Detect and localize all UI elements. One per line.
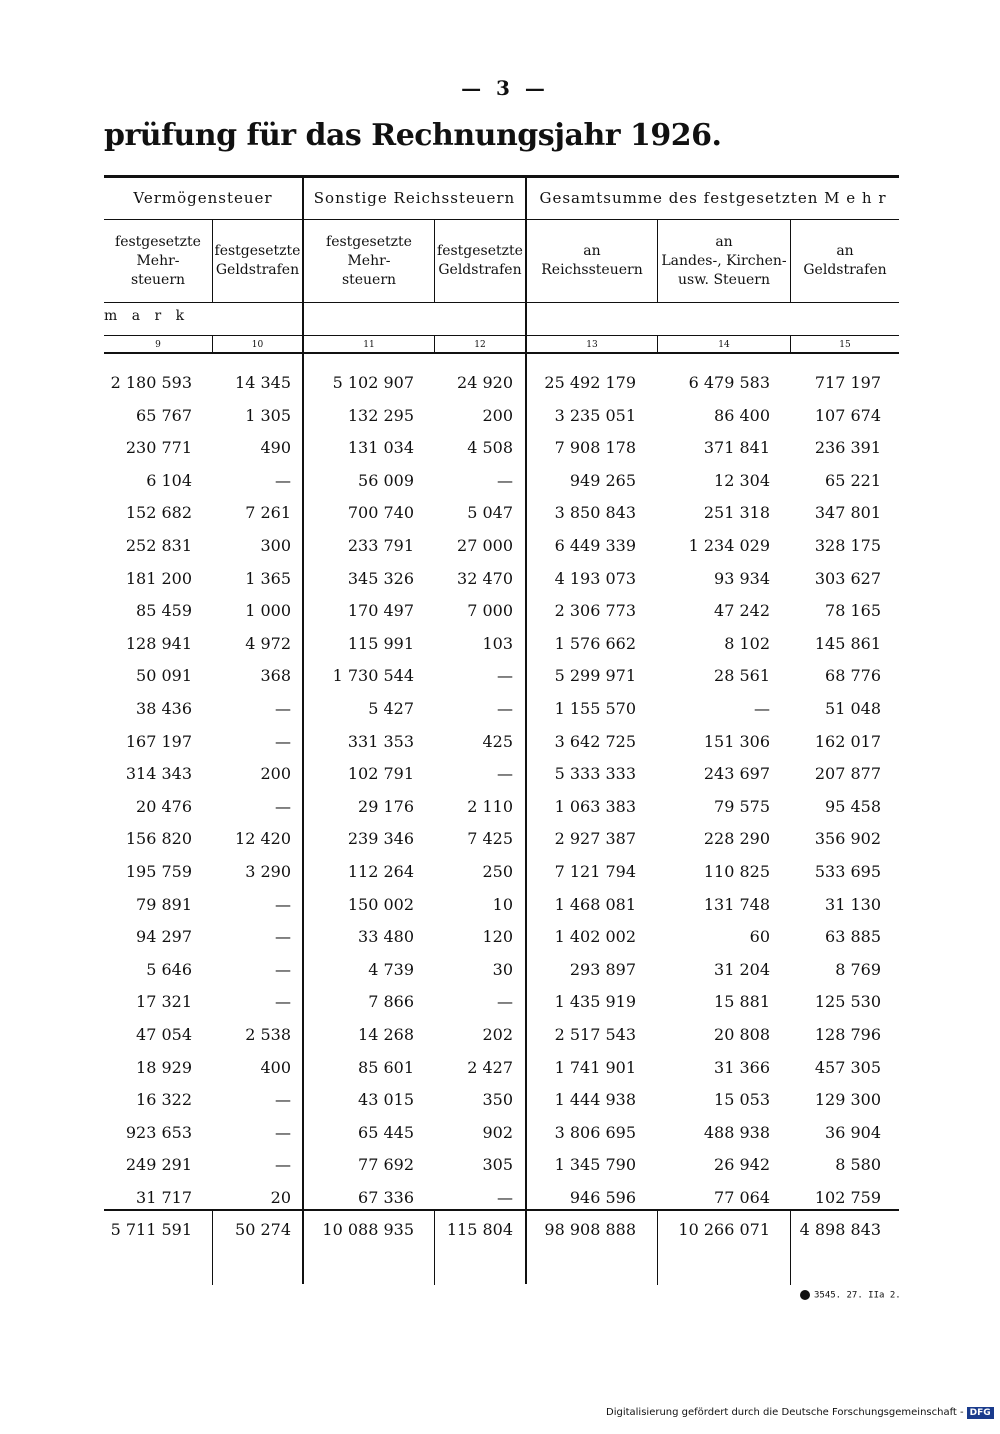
table-row [0,927,1000,959]
table-cell: 128 796 [814,1025,881,1044]
dfg-logo: DFG [967,1407,994,1419]
table-cell: 946 596 [569,1188,636,1207]
table-cell: 67 336 [358,1188,414,1207]
table-row [0,829,1000,861]
table-cell: — [275,796,291,816]
table-cell: 1 365 [245,568,291,588]
table-cell: 1 345 790 [554,1155,636,1175]
column-number: 14 [718,340,730,350]
table-cell: 65 767 [136,405,192,425]
subheader-col-14: an Landes-, Kirchen- usw. Steuern [661,233,787,288]
table-cell: 30 [492,959,513,979]
table-cell: 1 305 [245,405,291,425]
table-cell: 1 444 938 [554,1090,636,1110]
table-cell: 10 266 071 [678,1220,770,1239]
column-number: 13 [586,340,598,350]
table-cell: 132 295 [347,405,414,425]
totals-values [0,1220,1000,1252]
table-cell: 131 748 [703,894,770,914]
table-cell: 15 881 [714,992,770,1012]
table-cell: 20 476 [136,796,192,816]
table-row [0,1188,1000,1220]
table-cell: 200 [260,764,291,784]
table-cell: 167 197 [125,731,192,751]
colnum-bottom-rule [104,352,899,354]
table-cell: 156 820 [125,829,192,849]
table-row [0,732,1000,764]
table-cell: 32 470 [457,568,513,588]
table-cell: 5 646 [146,959,192,979]
table-cell: 4 898 843 [799,1220,881,1239]
table-row [0,1123,1000,1155]
table-cell: 1 155 570 [554,699,636,718]
table-cell: — [497,1188,513,1207]
table-row [0,373,1000,405]
table-cell: 2 538 [245,1025,291,1044]
table-cell: 425 [482,731,513,751]
table-cell: 14 345 [235,373,291,392]
table-cell: 923 653 [125,1122,192,1142]
digitization-credit: Digitalisierung gefördert durch die Deutsche Forschungsgemeinschaft - DFG [606,1407,994,1419]
table-cell: 457 305 [814,1057,881,1077]
group-header-gesamt: Gesamtsumme des festgesetzten M e h r [539,189,887,207]
table-cell: 36 904 [825,1122,881,1142]
table-cell: 2 306 773 [554,601,636,621]
page-number: — 3 — [461,76,549,100]
table-cell: 4 508 [467,438,513,458]
table-cell: — [497,666,513,686]
table-cell: 26 942 [714,1155,770,1175]
subheader-col-15: an Geldstrafen [803,243,887,278]
table-cell: 8 102 [724,633,770,653]
subheader-col-12: festgesetzte Geldstrafen [437,243,523,278]
column-number: 11 [363,340,375,350]
table-cell: 24 920 [457,373,513,392]
table-cell: 16 322 [136,1090,192,1110]
table-cell: 31 130 [825,894,881,914]
table-cell: 3 235 051 [554,405,636,425]
table-cell: 303 627 [814,568,881,588]
table-cell: 1 741 901 [554,1057,636,1077]
unit-label: m a r k [104,308,190,324]
table-cell: 4 739 [368,959,414,979]
table-cell: 152 682 [125,503,192,523]
table-row [0,503,1000,535]
table-cell: 345 326 [347,568,414,588]
group-header-rule [104,219,899,220]
table-cell: 77 064 [714,1188,770,1207]
table-row [0,1155,1000,1187]
table-cell: 86 400 [714,405,770,425]
table-cell: 371 841 [703,438,770,458]
table-cell: 28 561 [714,666,770,686]
table-cell: 68 776 [825,666,881,686]
table-cell: 350 [482,1090,513,1110]
table-cell: 47 242 [714,601,770,621]
table-cell: 7 121 794 [554,862,636,881]
table-cell: — [275,470,291,490]
table-cell: 31 204 [714,959,770,979]
subheader-col-10: festgesetzte Geldstrafen [214,243,301,278]
table-cell: 3 850 843 [554,503,636,523]
table-cell: 368 [260,666,291,686]
table-top-rule [104,175,899,178]
table-cell: 8 580 [835,1155,881,1175]
table-cell: 1 000 [245,601,291,621]
table-row [0,1025,1000,1057]
table-cell: 243 697 [703,764,770,784]
table-cell: 102 759 [814,1188,881,1207]
table-cell: 202 [482,1025,513,1044]
table-row [0,895,1000,927]
table-cell: — [275,992,291,1012]
page-title: prüfung für das Rechnungsjahr 1926. [104,118,722,153]
table-cell: 129 300 [814,1090,881,1110]
table-cell: 98 908 888 [544,1220,636,1239]
table-cell: 56 009 [358,470,414,490]
table-cell: 79 575 [714,796,770,816]
table-cell: 533 695 [814,862,881,881]
table-cell: 236 391 [814,438,881,458]
group-header-vermoegen: Vermögensteuer [133,189,273,207]
table-cell: 150 002 [347,894,414,914]
table-cell: 700 740 [347,503,414,523]
table-cell: 249 291 [125,1155,192,1175]
table-row [0,601,1000,633]
table-cell: — [275,1155,291,1175]
table-cell: 60 [749,927,770,947]
table-cell: 31 366 [714,1057,770,1077]
table-cell: 95 458 [825,796,881,816]
subheader-col-9: festgesetzte Mehr- steuern [115,233,201,288]
table-row [0,666,1000,698]
table-cell: 233 791 [347,536,414,555]
table-cell: 2 427 [467,1057,513,1077]
table-cell: 293 897 [569,959,636,979]
table-row [0,406,1000,438]
table-cell: 3 806 695 [554,1122,636,1142]
table-cell: 6 479 583 [688,373,770,392]
table-cell: 131 034 [347,438,414,458]
table-cell: 200 [482,405,513,425]
table-cell: 5 333 333 [554,764,636,784]
column-number: 9 [155,340,161,350]
table-cell: 115 804 [446,1220,513,1239]
table-cell: 228 290 [703,829,770,849]
table-cell: 10 [492,894,513,914]
table-cell: 14 268 [358,1025,414,1044]
table-cell: 112 264 [347,862,414,881]
table-cell: 1 576 662 [554,633,636,653]
table-cell: 1 468 081 [554,894,636,914]
subheader-col-11: festgesetzte Mehr- steuern [326,233,412,288]
table-cell: 115 991 [347,633,414,653]
table-cell: 50 091 [136,666,192,686]
table-cell: 6 104 [146,470,192,490]
table-cell: 50 274 [235,1220,291,1239]
table-cell: 1 730 544 [332,666,414,686]
table-cell: 314 343 [125,764,192,784]
table-cell: 65 221 [825,470,881,490]
subheader-rule [104,302,899,303]
table-cell: 328 175 [814,536,881,555]
table-row [0,699,1000,731]
table-cell: — [754,699,770,718]
table-cell: 63 885 [825,927,881,947]
table-cell: — [275,1090,291,1110]
table-cell: — [275,894,291,914]
table-cell: 1 402 002 [554,927,636,947]
table-cell: — [497,764,513,784]
table-cell: 77 692 [358,1155,414,1175]
table-row [0,536,1000,568]
table-cell: 20 [270,1188,291,1207]
table-cell: 120 [482,927,513,947]
table-cell: 94 297 [136,927,192,947]
table-cell: 85 459 [136,601,192,621]
table-cell: 7 261 [245,503,291,523]
table-cell: — [497,699,513,718]
table-cell: 151 306 [703,731,770,751]
table-cell: 12 420 [235,829,291,849]
table-cell: 2 517 543 [554,1025,636,1044]
table-cell: 490 [260,438,291,458]
table-cell: 1 063 383 [554,796,636,816]
table-cell: 110 825 [703,862,770,881]
table-row [0,960,1000,992]
table-cell: 8 769 [835,959,881,979]
table-row [0,471,1000,503]
table-cell: 230 771 [125,438,192,458]
table-cell: 38 436 [136,699,192,718]
table-cell: 6 449 339 [554,536,636,555]
table-cell: 250 [482,862,513,881]
table-cell: — [497,992,513,1012]
table-row [0,992,1000,1024]
table-cell: 47 054 [136,1025,192,1044]
table-cell: 4 972 [245,633,291,653]
table-cell: 79 891 [136,894,192,914]
table-cell: — [275,1122,291,1142]
table-cell: 25 492 179 [544,373,636,392]
table-cell: 400 [260,1057,291,1077]
subheader-col-13: an Reichssteuern [541,243,643,278]
table-row [0,862,1000,894]
table-cell: — [275,927,291,947]
table-cell: 5 102 907 [332,373,414,392]
table-cell: 5 047 [467,503,513,523]
table-cell: 207 877 [814,764,881,784]
table-cell: 145 861 [814,633,881,653]
table-cell: 7 425 [467,829,513,849]
table-cell: 331 353 [347,731,414,751]
table-cell: 2 110 [467,796,513,816]
table-row [0,1058,1000,1090]
table-cell: 5 427 [368,699,414,718]
print-mark-icon [800,1290,810,1300]
table-row [0,634,1000,666]
table-cell: 4 193 073 [554,568,636,588]
table-cell: 128 941 [125,633,192,653]
table-cell: 27 000 [457,536,513,555]
table-cell: 2 927 387 [554,829,636,849]
table-cell: 305 [482,1155,513,1175]
column-number: 12 [474,340,486,350]
table-cell: 78 165 [825,601,881,621]
column-number: 15 [839,340,851,350]
table-cell: 17 321 [136,992,192,1012]
table-cell: 1 234 029 [688,536,770,555]
table-cell: — [275,731,291,751]
table-row [0,1090,1000,1122]
table-row [0,764,1000,796]
table-row [0,569,1000,601]
table-cell: 170 497 [347,601,414,621]
table-cell: 3 642 725 [554,731,636,751]
table-cell: — [275,959,291,979]
column-number: 10 [251,340,264,350]
table-row [0,797,1000,829]
table-cell: — [275,699,291,718]
table-cell: 7 866 [368,992,414,1012]
table-cell: 20 808 [714,1025,770,1044]
group-header-sonstige: Sonstige Reichssteuern [313,189,516,207]
table-cell: 3 290 [245,862,291,881]
table-cell: 5 299 971 [554,666,636,686]
table-cell: 300 [260,536,291,555]
table-cell: 33 480 [358,927,414,947]
table-cell: 181 200 [125,568,192,588]
table-cell: 103 [482,633,513,653]
table-cell: 12 304 [714,470,770,490]
table-cell: 162 017 [814,731,881,751]
table-cell: 18 929 [136,1057,192,1077]
table-cell: 902 [482,1122,513,1142]
table-cell: 85 601 [358,1057,414,1077]
table-cell: 488 938 [703,1122,770,1142]
table-cell: 252 831 [125,536,192,555]
table-cell: 43 015 [358,1090,414,1110]
table-cell: 7 908 178 [554,438,636,458]
table-cell: 251 318 [703,503,770,523]
table-cell: 125 530 [814,992,881,1012]
table-cell: 10 088 935 [322,1220,414,1239]
table-cell: 51 048 [825,699,881,718]
table-cell: 15 053 [714,1090,770,1110]
table-cell: 31 717 [136,1188,192,1207]
table-cell: 5 711 591 [110,1220,192,1239]
table-cell: 1 435 919 [554,992,636,1012]
table-cell: 65 445 [358,1122,414,1142]
table-cell: 102 791 [347,764,414,784]
table-cell: 949 265 [569,470,636,490]
table-cell: 239 346 [347,829,414,849]
table-cell: 107 674 [814,405,881,425]
table-cell: 347 801 [814,503,881,523]
table-cell: 7 000 [467,601,513,621]
table-cell: 717 197 [814,373,881,392]
table-row [0,438,1000,470]
table-cell: 2 180 593 [110,373,192,392]
table-cell: 29 176 [358,796,414,816]
colnum-top-rule [104,335,899,336]
print-code: 3545. 27. IIa 2. [800,1290,901,1301]
table-cell: — [497,470,513,490]
table-cell: 93 934 [714,568,770,588]
table-cell: 195 759 [125,862,192,881]
table-cell: 356 902 [814,829,881,849]
